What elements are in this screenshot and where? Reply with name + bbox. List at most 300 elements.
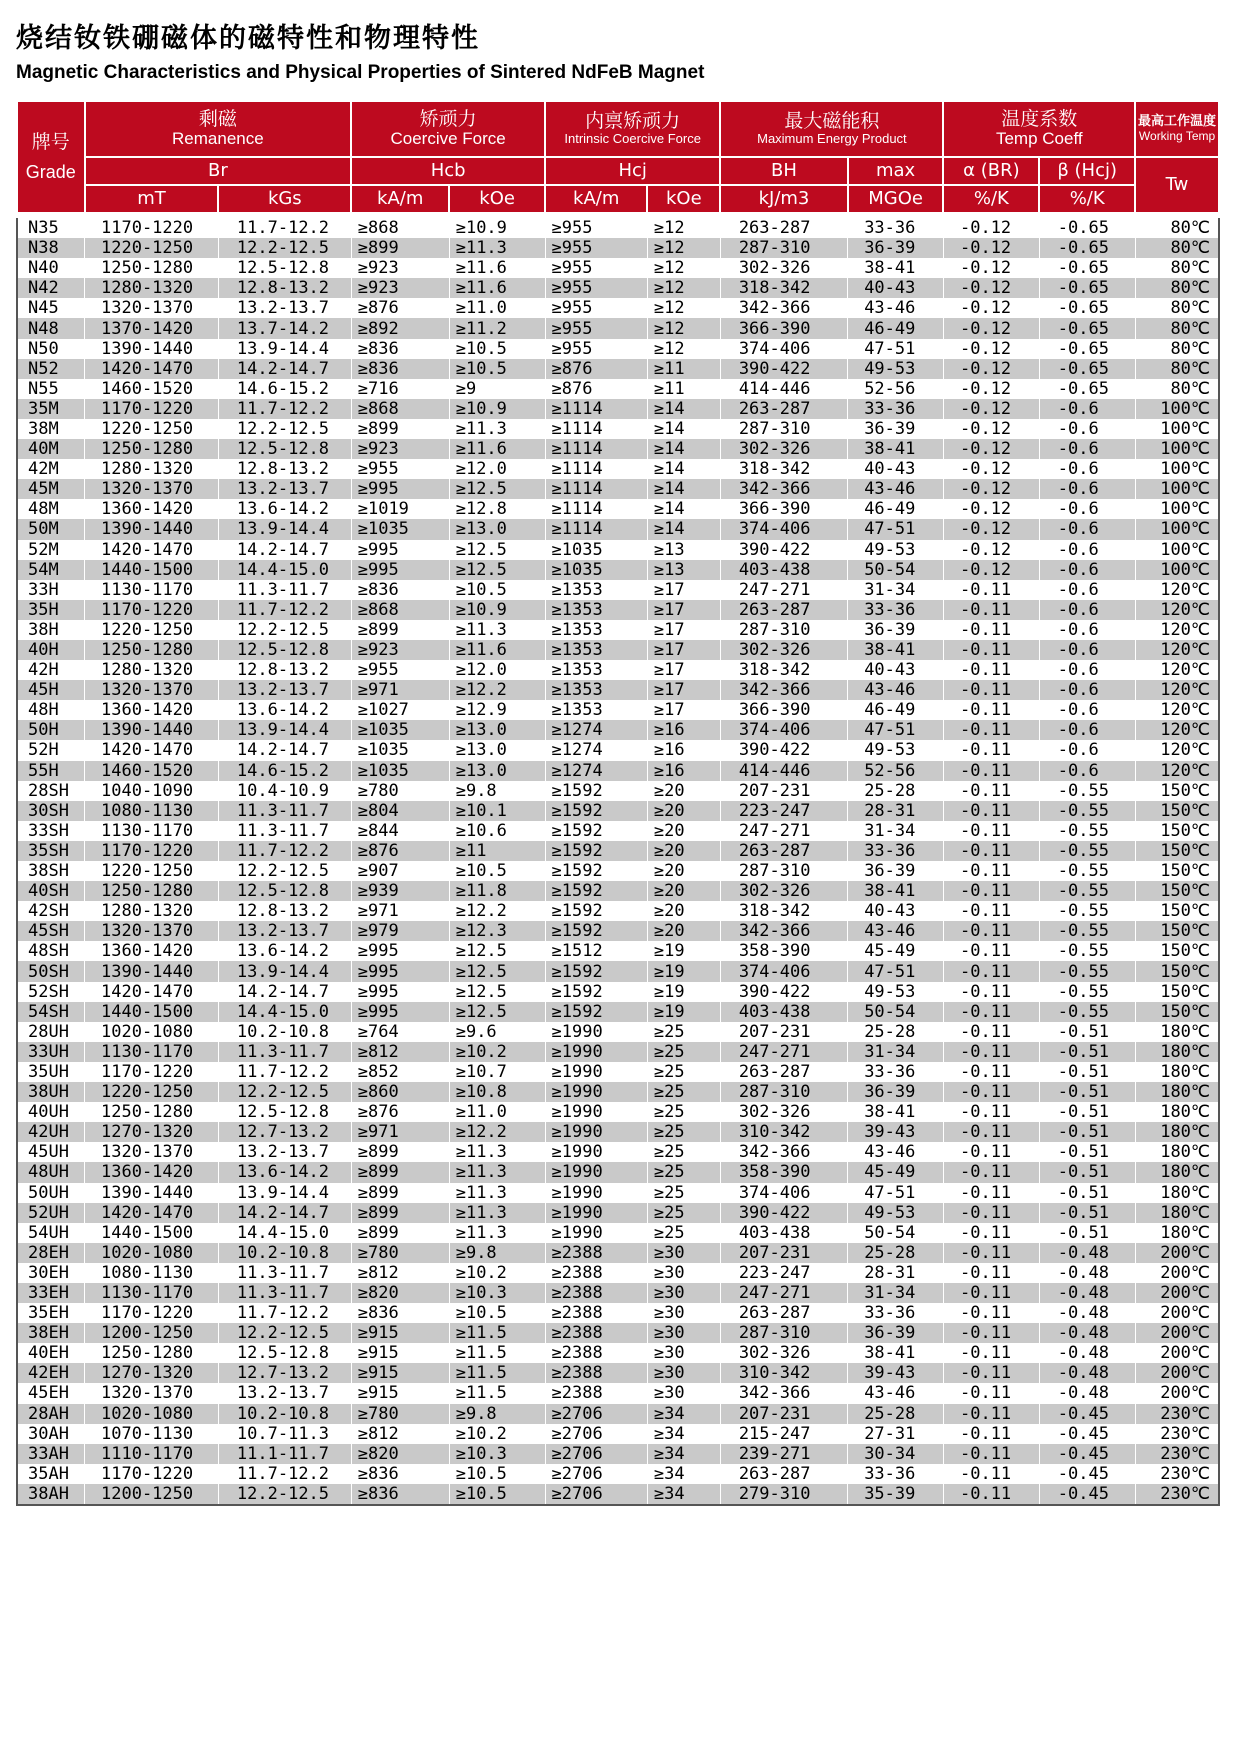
table-row — [17, 1002, 1219, 1022]
hcj-koe-cell: ≥20 — [647, 841, 720, 861]
beta-cell: -0.6 — [1039, 499, 1135, 519]
tw-cell: 150℃ — [1135, 781, 1219, 801]
alpha-cell: -0.11 — [943, 1062, 1039, 1082]
tw-cell: 80℃ — [1135, 258, 1219, 278]
br-mt-cell: 1170-1220 — [85, 399, 219, 419]
hcb-koe-cell: ≥13.0 — [449, 740, 545, 760]
beta-cell: -0.51 — [1039, 1223, 1135, 1243]
tw-cell: 80℃ — [1135, 318, 1219, 338]
bh-mgoe-cell: 40-43 — [848, 660, 944, 680]
br-kgs-cell: 13.9-14.4 — [218, 720, 351, 740]
hcj-kam-cell: ≥2388 — [545, 1363, 647, 1383]
energy-header-cn: 最大磁能积 — [784, 110, 880, 133]
hcb-kam-cell: ≥780 — [351, 1404, 449, 1424]
tw-cell: 180℃ — [1135, 1203, 1219, 1223]
br-mt-cell: 1170-1220 — [85, 600, 219, 620]
hcb-koe-cell: ≥11.6 — [449, 278, 545, 298]
hcb-koe-cell: ≥12.0 — [449, 459, 545, 479]
alpha-cell: -0.11 — [943, 1102, 1039, 1122]
table-row — [17, 278, 1219, 298]
br-mt-cell: 1360-1420 — [85, 1162, 219, 1182]
br-mt-cell: 1440-1500 — [85, 1002, 219, 1022]
alpha-cell: -0.12 — [943, 499, 1039, 519]
alpha-cell: -0.11 — [943, 1444, 1039, 1464]
hcj-kam-cell: ≥1990 — [545, 1142, 647, 1162]
bh-mgoe-cell: 47-51 — [848, 961, 944, 981]
alpha-cell: -0.11 — [943, 740, 1039, 760]
bh-kjm3-cell: 366-390 — [720, 499, 847, 519]
table-row — [17, 1343, 1219, 1363]
br-kgs-cell: 12.5-12.8 — [218, 1343, 351, 1363]
br-kgs-cell: 14.4-15.0 — [218, 560, 351, 580]
beta-cell: -0.51 — [1039, 1203, 1135, 1223]
hcb-kam-cell: ≥899 — [351, 620, 449, 640]
br-mt-cell: 1360-1420 — [85, 700, 219, 720]
alpha-cell: -0.11 — [943, 841, 1039, 861]
bh-mgoe-cell: 49-53 — [848, 982, 944, 1002]
grade-cell: N35 — [17, 218, 85, 238]
alpha-cell: -0.11 — [943, 1203, 1039, 1223]
br-mt-cell: 1130-1170 — [85, 1283, 219, 1303]
alpha-cell: -0.11 — [943, 1464, 1039, 1484]
hcb-koe-cell: ≥10.9 — [449, 399, 545, 419]
hcb-koe-cell: ≥11.5 — [449, 1363, 545, 1383]
alpha-cell: -0.12 — [943, 278, 1039, 298]
bh-kjm3-cell: 390-422 — [720, 740, 847, 760]
hcj-kam-cell: ≥1114 — [545, 399, 647, 419]
bh-mgoe-cell: 38-41 — [848, 640, 944, 660]
table-row — [17, 1162, 1219, 1182]
tw-cell: 80℃ — [1135, 359, 1219, 379]
hcb-kam-cell: ≥995 — [351, 961, 449, 981]
bh-kjm3-cell: 374-406 — [720, 339, 847, 359]
tw-cell: 200℃ — [1135, 1343, 1219, 1363]
table-row — [17, 982, 1219, 1002]
alpha-cell: -0.12 — [943, 359, 1039, 379]
br-mt-cell: 1280-1320 — [85, 660, 219, 680]
br-kgs-cell: 11.7-12.2 — [218, 218, 351, 238]
grade-cell: 33SH — [17, 821, 85, 841]
hcj-koe-cell: ≥11 — [647, 379, 720, 399]
alpha-cell: -0.12 — [943, 298, 1039, 318]
hcj-kam-cell: ≥1592 — [545, 982, 647, 1002]
bh-mgoe-cell: 38-41 — [848, 1343, 944, 1363]
hcb-kam-cell: ≥1035 — [351, 761, 449, 781]
tw-cell: 230℃ — [1135, 1404, 1219, 1424]
br-kgs-cell: 13.9-14.4 — [218, 961, 351, 981]
hcj-koe-cell: ≥14 — [647, 519, 720, 539]
alpha-cell: -0.11 — [943, 941, 1039, 961]
grade-cell: 33UH — [17, 1042, 85, 1062]
bh-kjm3-cell: 390-422 — [720, 982, 847, 1002]
hcj-kam-cell: ≥1592 — [545, 841, 647, 861]
beta-cell: -0.65 — [1039, 258, 1135, 278]
hcb-kam-cell: ≥876 — [351, 1102, 449, 1122]
grade-cell: N50 — [17, 339, 85, 359]
table-row — [17, 861, 1219, 881]
hcb-koe-cell: ≥11.0 — [449, 1102, 545, 1122]
br-kgs-cell: 10.2-10.8 — [218, 1243, 351, 1263]
hcj-kam-cell: ≥876 — [545, 379, 647, 399]
hcj-kam-cell: ≥955 — [545, 238, 647, 258]
grade-cell: N45 — [17, 298, 85, 318]
hcj-koe-cell: ≥14 — [647, 439, 720, 459]
hcb-kam-cell: ≥812 — [351, 1263, 449, 1283]
hcb-koe-cell: ≥10.5 — [449, 580, 545, 600]
hcj-kam-cell: ≥1114 — [545, 499, 647, 519]
beta-cell: -0.6 — [1039, 640, 1135, 660]
alpha-cell: -0.12 — [943, 540, 1039, 560]
unit-hcb-koe: kOe — [449, 185, 545, 213]
br-kgs-cell: 12.2-12.5 — [218, 419, 351, 439]
table-body — [17, 218, 1219, 1505]
hcb-koe-cell: ≥10.1 — [449, 801, 545, 821]
bh-kjm3-cell: 215-247 — [720, 1424, 847, 1444]
hcj-koe-cell: ≥17 — [647, 640, 720, 660]
hcj-koe-cell: ≥17 — [647, 680, 720, 700]
hcj-kam-cell: ≥1114 — [545, 479, 647, 499]
hcb-koe-cell: ≥12.0 — [449, 660, 545, 680]
br-kgs-cell: 10.4-10.9 — [218, 781, 351, 801]
bh-kjm3-cell: 287-310 — [720, 1082, 847, 1102]
grade-cell: 40M — [17, 439, 85, 459]
beta-cell: -0.65 — [1039, 359, 1135, 379]
hcj-koe-cell: ≥25 — [647, 1102, 720, 1122]
hcb-koe-cell: ≥10.6 — [449, 821, 545, 841]
hcb-kam-cell: ≥939 — [351, 881, 449, 901]
hcj-koe-cell: ≥25 — [647, 1142, 720, 1162]
hcj-kam-cell: ≥1353 — [545, 680, 647, 700]
br-mt-cell: 1020-1080 — [85, 1022, 219, 1042]
grade-cell: 42SH — [17, 901, 85, 921]
bh-mgoe-cell: 40-43 — [848, 278, 944, 298]
br-kgs-cell: 14.4-15.0 — [218, 1223, 351, 1243]
bh-mgoe-cell: 25-28 — [848, 1022, 944, 1042]
br-mt-cell: 1390-1440 — [85, 519, 219, 539]
bh-kjm3-cell: 263-287 — [720, 399, 847, 419]
bh-mgoe-cell: 33-36 — [848, 600, 944, 620]
hcb-kam-cell: ≥876 — [351, 298, 449, 318]
hcb-kam-cell: ≥836 — [351, 1464, 449, 1484]
hcb-koe-cell: ≥12.9 — [449, 700, 545, 720]
bh-kjm3-cell: 223-247 — [720, 1263, 847, 1283]
hcj-kam-cell: ≥2706 — [545, 1444, 647, 1464]
beta-cell: -0.55 — [1039, 861, 1135, 881]
bh-mgoe-cell: 33-36 — [848, 218, 944, 238]
hcj-koe-cell: ≥12 — [647, 339, 720, 359]
hcb-kam-cell: ≥923 — [351, 439, 449, 459]
br-kgs-cell: 11.7-12.2 — [218, 399, 351, 419]
hcb-kam-cell: ≥780 — [351, 781, 449, 801]
br-mt-cell: 1220-1250 — [85, 419, 219, 439]
hcb-kam-cell: ≥1019 — [351, 499, 449, 519]
tw-cell: 150℃ — [1135, 841, 1219, 861]
hcb-kam-cell: ≥1027 — [351, 700, 449, 720]
br-mt-cell: 1220-1250 — [85, 1082, 219, 1102]
hcb-kam-cell: ≥868 — [351, 600, 449, 620]
tw-cell: 120℃ — [1135, 580, 1219, 600]
hcj-koe-cell: ≥30 — [647, 1323, 720, 1343]
beta-cell: -0.6 — [1039, 600, 1135, 620]
bh-kjm3-cell: 318-342 — [720, 459, 847, 479]
beta-cell: -0.51 — [1039, 1022, 1135, 1042]
beta-cell: -0.45 — [1039, 1424, 1135, 1444]
hcb-kam-cell: ≥907 — [351, 861, 449, 881]
br-kgs-cell: 12.2-12.5 — [218, 1484, 351, 1505]
beta-cell: -0.6 — [1039, 580, 1135, 600]
grade-header — [17, 101, 85, 213]
br-kgs-cell: 10.2-10.8 — [218, 1022, 351, 1042]
hcj-kam-cell: ≥1353 — [545, 580, 647, 600]
br-mt-cell: 1200-1250 — [85, 1323, 219, 1343]
br-kgs-cell: 13.9-14.4 — [218, 1183, 351, 1203]
hcj-koe-cell: ≥20 — [647, 881, 720, 901]
grade-cell: N40 — [17, 258, 85, 278]
bh-mgoe-cell: 25-28 — [848, 781, 944, 801]
alpha-cell: -0.11 — [943, 961, 1039, 981]
hcb-kam-cell: ≥899 — [351, 1203, 449, 1223]
bh-kjm3-cell: 390-422 — [720, 359, 847, 379]
hcb-koe-cell: ≥11.3 — [449, 620, 545, 640]
bh-mgoe-cell: 47-51 — [848, 519, 944, 539]
bh-mgoe-cell: 43-46 — [848, 479, 944, 499]
br-mt-cell: 1270-1320 — [85, 1122, 219, 1142]
tw-cell: 120℃ — [1135, 680, 1219, 700]
hcb-kam-cell: ≥995 — [351, 560, 449, 580]
grade-cell: 48SH — [17, 941, 85, 961]
hcj-koe-cell: ≥25 — [647, 1162, 720, 1182]
br-mt-cell: 1390-1440 — [85, 339, 219, 359]
hcb-kam-cell: ≥844 — [351, 821, 449, 841]
grade-cell: 45EH — [17, 1383, 85, 1403]
tw-cell: 180℃ — [1135, 1122, 1219, 1142]
bh-mgoe-cell: 46-49 — [848, 700, 944, 720]
hcj-kam-cell: ≥1990 — [545, 1022, 647, 1042]
hcj-koe-cell: ≥16 — [647, 761, 720, 781]
hcj-koe-cell: ≥14 — [647, 419, 720, 439]
alpha-cell: -0.11 — [943, 700, 1039, 720]
bh-mgoe-cell: 49-53 — [848, 359, 944, 379]
hcb-koe-cell: ≥13.0 — [449, 720, 545, 740]
hcb-kam-cell: ≥836 — [351, 359, 449, 379]
bh-kjm3-cell: 302-326 — [720, 258, 847, 278]
tw-cell: 80℃ — [1135, 218, 1219, 238]
bh-kjm3-cell: 223-247 — [720, 801, 847, 821]
br-mt-cell: 1250-1280 — [85, 1102, 219, 1122]
hcb-koe-cell: ≥12.5 — [449, 961, 545, 981]
hcb-kam-cell: ≥812 — [351, 1042, 449, 1062]
table-row — [17, 801, 1219, 821]
br-kgs-cell: 14.2-14.7 — [218, 540, 351, 560]
bh-kjm3-cell: 310-342 — [720, 1122, 847, 1142]
br-kgs-cell: 12.2-12.5 — [218, 1082, 351, 1102]
tw-cell: 100℃ — [1135, 459, 1219, 479]
hcb-kam-cell: ≥971 — [351, 680, 449, 700]
tw-cell: 120℃ — [1135, 761, 1219, 781]
hcj-koe-cell: ≥19 — [647, 941, 720, 961]
br-kgs-cell: 12.2-12.5 — [218, 861, 351, 881]
grade-cell: 35EH — [17, 1303, 85, 1323]
bh-kjm3-cell: 403-438 — [720, 560, 847, 580]
table-row — [17, 560, 1219, 580]
alpha-cell: -0.11 — [943, 600, 1039, 620]
table-row — [17, 620, 1219, 640]
hcj-koe-cell: ≥11 — [647, 359, 720, 379]
table-row — [17, 761, 1219, 781]
hcb-koe-cell: ≥12.2 — [449, 680, 545, 700]
bh-kjm3-cell: 358-390 — [720, 941, 847, 961]
hcj-koe-cell: ≥17 — [647, 620, 720, 640]
tw-cell: 200℃ — [1135, 1283, 1219, 1303]
bh-kjm3-cell: 287-310 — [720, 1323, 847, 1343]
tw-cell: 100℃ — [1135, 419, 1219, 439]
br-mt-cell: 1390-1440 — [85, 720, 219, 740]
tw-cell: 180℃ — [1135, 1142, 1219, 1162]
tw-cell: 100℃ — [1135, 399, 1219, 419]
hcj-kam-cell: ≥1114 — [545, 419, 647, 439]
table-row — [17, 1424, 1219, 1444]
hcb-koe-cell: ≥9.8 — [449, 781, 545, 801]
hcj-koe-cell: ≥14 — [647, 499, 720, 519]
hcj-koe-cell: ≥16 — [647, 740, 720, 760]
br-mt-cell: 1250-1280 — [85, 640, 219, 660]
hcb-koe-cell: ≥13.0 — [449, 761, 545, 781]
br-mt-cell: 1320-1370 — [85, 479, 219, 499]
br-mt-cell: 1250-1280 — [85, 1343, 219, 1363]
br-mt-cell: 1170-1220 — [85, 218, 219, 238]
hcj-kam-cell: ≥1990 — [545, 1223, 647, 1243]
alpha-cell: -0.11 — [943, 1363, 1039, 1383]
tw-cell: 200℃ — [1135, 1363, 1219, 1383]
hcb-kam-cell: ≥820 — [351, 1283, 449, 1303]
bh-kjm3-cell: 374-406 — [720, 720, 847, 740]
hcj-kam-cell: ≥1592 — [545, 781, 647, 801]
hcb-koe-cell: ≥11 — [449, 841, 545, 861]
tw-cell: 180℃ — [1135, 1162, 1219, 1182]
bh-mgoe-cell: 43-46 — [848, 1142, 944, 1162]
table-row — [17, 1303, 1219, 1323]
grade-cell: 28AH — [17, 1404, 85, 1424]
grade-cell: 30SH — [17, 801, 85, 821]
beta-cell: -0.45 — [1039, 1444, 1135, 1464]
page-title-en: Magnetic Characteristics and Physical Properties of Sintered NdFeB Magnet — [16, 62, 705, 83]
br-mt-cell: 1360-1420 — [85, 941, 219, 961]
hcb-kam-cell: ≥923 — [351, 278, 449, 298]
hcj-koe-cell: ≥25 — [647, 1022, 720, 1042]
hcj-koe-cell: ≥30 — [647, 1283, 720, 1303]
alpha-cell: -0.11 — [943, 1404, 1039, 1424]
hcb-koe-cell: ≥10.9 — [449, 600, 545, 620]
br-mt-cell: 1320-1370 — [85, 921, 219, 941]
br-mt-cell: 1250-1280 — [85, 881, 219, 901]
hcb-kam-cell: ≥971 — [351, 901, 449, 921]
tw-cell: 180℃ — [1135, 1082, 1219, 1102]
bh-kjm3-cell: 247-271 — [720, 1042, 847, 1062]
bh-mgoe-cell: 50-54 — [848, 1002, 944, 1022]
br-mt-cell: 1130-1170 — [85, 580, 219, 600]
br-mt-cell: 1080-1130 — [85, 1263, 219, 1283]
bh-kjm3-cell: 263-287 — [720, 218, 847, 238]
beta-cell: -0.48 — [1039, 1303, 1135, 1323]
table-row — [17, 1142, 1219, 1162]
br-kgs-cell: 12.2-12.5 — [218, 1323, 351, 1343]
hcj-koe-cell: ≥25 — [647, 1122, 720, 1142]
alpha-cell: -0.11 — [943, 680, 1039, 700]
beta-cell: -0.51 — [1039, 1082, 1135, 1102]
bh-mgoe-cell: 40-43 — [848, 459, 944, 479]
alpha-cell: -0.11 — [943, 1002, 1039, 1022]
br-mt-cell: 1280-1320 — [85, 459, 219, 479]
hcj-koe-cell: ≥34 — [647, 1484, 720, 1505]
alpha-cell: -0.11 — [943, 1283, 1039, 1303]
hcb-koe-cell: ≥11.5 — [449, 1343, 545, 1363]
hcb-koe-cell: ≥10.8 — [449, 1082, 545, 1102]
beta-cell: -0.48 — [1039, 1383, 1135, 1403]
bh-kjm3-cell: 374-406 — [720, 961, 847, 981]
grade-header-en: Grade — [25, 161, 76, 182]
bh-kjm3-cell: 403-438 — [720, 1223, 847, 1243]
grade-cell: 54M — [17, 560, 85, 580]
alpha-symbol: α (BR) — [943, 157, 1039, 185]
alpha-cell: -0.11 — [943, 1383, 1039, 1403]
tw-cell: 150℃ — [1135, 881, 1219, 901]
br-kgs-cell: 13.2-13.7 — [218, 921, 351, 941]
table-row — [17, 519, 1219, 539]
alpha-cell: -0.12 — [943, 519, 1039, 539]
tw-cell: 80℃ — [1135, 238, 1219, 258]
hcj-koe-cell: ≥20 — [647, 821, 720, 841]
temp-coeff-header-en: Temp Coeff — [995, 129, 1083, 149]
hcb-koe-cell: ≥12.5 — [449, 540, 545, 560]
hcb-koe-cell: ≥11.3 — [449, 1142, 545, 1162]
beta-cell: -0.55 — [1039, 841, 1135, 861]
br-mt-cell: 1420-1470 — [85, 359, 219, 379]
br-mt-cell: 1220-1250 — [85, 620, 219, 640]
grade-cell: 38SH — [17, 861, 85, 881]
beta-cell: -0.6 — [1039, 680, 1135, 700]
tw-cell: 180℃ — [1135, 1102, 1219, 1122]
bh-mgoe-cell: 47-51 — [848, 339, 944, 359]
grade-cell: 45SH — [17, 921, 85, 941]
br-kgs-cell: 14.2-14.7 — [218, 359, 351, 379]
bh-kjm3-cell: 207-231 — [720, 781, 847, 801]
bh-kjm3-cell: 207-231 — [720, 1243, 847, 1263]
br-mt-cell: 1420-1470 — [85, 1203, 219, 1223]
hcb-kam-cell: ≥860 — [351, 1082, 449, 1102]
table-row — [17, 399, 1219, 419]
tw-cell: 100℃ — [1135, 499, 1219, 519]
table-row — [17, 1243, 1219, 1263]
table-row — [17, 881, 1219, 901]
tw-cell: 100℃ — [1135, 479, 1219, 499]
beta-cell: -0.6 — [1039, 761, 1135, 781]
hcj-koe-cell: ≥17 — [647, 600, 720, 620]
tw-cell: 150℃ — [1135, 901, 1219, 921]
hcb-koe-cell: ≥9 — [449, 379, 545, 399]
hcb-kam-cell: ≥892 — [351, 318, 449, 338]
br-kgs-cell: 13.2-13.7 — [218, 1142, 351, 1162]
br-kgs-cell: 14.2-14.7 — [218, 740, 351, 760]
hcj-kam-cell: ≥1990 — [545, 1122, 647, 1142]
hcb-koe-cell: ≥10.5 — [449, 861, 545, 881]
beta-cell: -0.6 — [1039, 399, 1135, 419]
grade-cell: N38 — [17, 238, 85, 258]
br-kgs-cell: 11.3-11.7 — [218, 1042, 351, 1062]
tw-cell: 80℃ — [1135, 339, 1219, 359]
br-kgs-cell: 12.8-13.2 — [218, 901, 351, 921]
hcj-koe-cell: ≥34 — [647, 1404, 720, 1424]
hcb-kam-cell: ≥1035 — [351, 720, 449, 740]
